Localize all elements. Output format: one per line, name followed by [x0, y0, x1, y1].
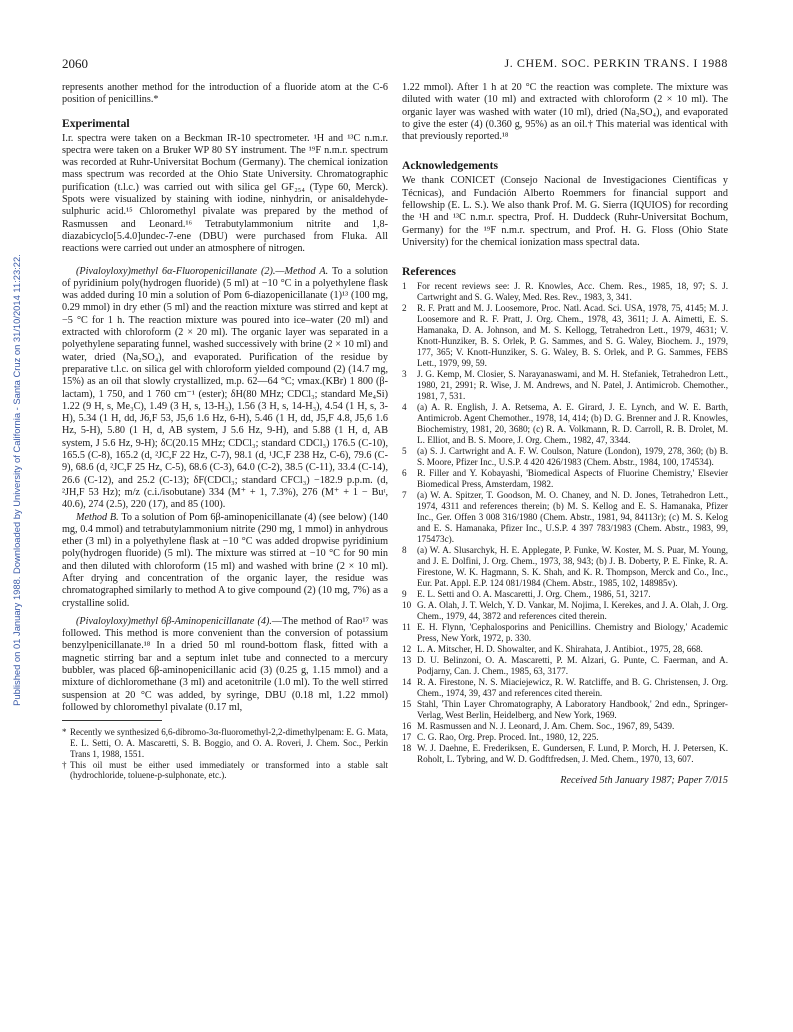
right-column	[402, 82, 728, 1002]
reference-number: 10	[402, 600, 412, 611]
reference-number: 6	[402, 468, 407, 479]
reference-item	[402, 369, 728, 402]
reference-number: 9	[402, 589, 407, 600]
download-watermark	[4, 160, 22, 800]
reference-text: E. H. Flynn, 'Cephalosporins and Penicillins. Chemistry and Biology,' Academic Press, New York, 1972, p. 330.	[417, 622, 728, 644]
experimental-paragraph: I.r. spectra were taken on a Beckman IR-10 spectrometer. ¹H and ¹³C n.m.r. spectra were taken on a Bruker WP 80 SY instrument. The ¹⁹F n.m.r. spectrum was recorded at Ruhr-Universitat Bochum (Germany). The chemical ionization mass spectrum was recorded at the Ohio State University. Chromatographic purification (t.l.c.) was carried out with silica gel GF₂₅₄ (Type 60, Merck). Spots were visualized by staining with iodine, ninhydrin, or anisaldehyde-sulphuric acid.¹⁵ Chloromethyl pivalate was prepared by the method of Rasmussen and Leonard.¹⁶ Tetrabutylammonium nitrite and 1,8-diazabicyclo[5.4.0]undec-7-ene (DBU) were purchased from Fluka. All reactions were carried out under an atmosphere of nitrogen.	[62, 132, 388, 255]
reference-number: 8	[402, 545, 407, 556]
left-column	[62, 82, 388, 982]
footnote-rule	[62, 720, 162, 721]
reference-text: R. F. Pratt and M. J. Loosemore, Proc. Natl. Acad. Sci. USA, 1978, 75, 4145; M. J. Loosemore and R. F. Pratt, J. Org. Chem., 1978, 43, 3611; J. A. Aimetti, E. S. Hamanaka, D. A. Johnson, and M. S. Kellogg, Tetrahedron Lett., 1979, 4631; V. Knott-Hunziker, B. S. Orlek, P. G. Sammes, and S. G. Waley, Biochem. J., 1979, 177, 365; V. Knott-Hunziker, S. G. Waley, B. S. Orlek, and P. G. Sammes, FEBS Lett., 1979, 99, 59.	[417, 303, 728, 369]
acknowledgements-paragraph: We thank CONICET (Consejo Nacional de Investigaciones Científicas y Técnicas), and Fundación Alberto Roemmers for financial support and fellowship (E. L. S.). We also thank Prof. M. G. Sierra (IQUIOS) for recording the ¹H and ¹³C n.m.r. spectra, Prof. H. Duddeck (Ruhr-Universitat Bochum, Germany) for the ¹⁹F n.m.r. spectrum, and Prof. H. G. Floss (Ohio State University) for the chemical ionization mass spectral data.	[402, 175, 728, 248]
reference-text: L. A. Mitscher, H. D. Showalter, and K. Shirahata, J. Antibiot., 1975, 28, 668.	[417, 644, 703, 655]
footnote	[62, 727, 388, 759]
reference-text: (a) A. R. English, J. A. Retsema, A. E. Girard, J. E. Lynch, and W. E. Barth, Antimicrob. Agent Chemother., 1978, 14, 414; (b) D. G. Brenner and J. R. Knowles, Biochemistry, 1981, 20, 3680; (c) R. A. Volkmann, R. D. Carroll, R. B. Drolet, M. L. Elliot, and B. S. Moore, J. Org. Chem., 1982, 47, 3344.	[417, 402, 728, 446]
amino-title: (Pivaloyloxy)methyl 6β-Aminopenicillanate (4).	[76, 615, 272, 627]
experimental-heading: Experimental	[62, 116, 130, 130]
reference-number: 11	[402, 622, 411, 633]
reference-item	[402, 600, 728, 622]
received-date: Received 5th January 1987; Paper 7/015	[560, 775, 728, 787]
reference-number: 7	[402, 490, 407, 501]
footnote-text: This oil must be either used immediately or transformed into a stable salt (hydrochloride, toluene-p-sulphonate, etc.).	[70, 759, 388, 781]
reference-number: 17	[402, 732, 412, 743]
reference-item	[402, 468, 728, 490]
reference-number: 1	[402, 281, 407, 292]
reference-text: D. U. Belinzoni, O. A. Mascaretti, P. M. Alzari, G. Punte, C. Faerman, and A. Podjarny, Can. J. Chem., 1985, 63, 3177.	[417, 655, 728, 677]
reference-item	[402, 281, 728, 303]
reference-text: E. L. Setti and O. A. Mascaretti, J. Org. Chem., 1986, 51, 3217.	[417, 589, 651, 600]
method-a-paragraph	[62, 266, 388, 512]
reference-item	[402, 545, 728, 589]
footnote	[62, 760, 388, 782]
reference-text: (a) W. A. Spitzer, T. Goodson, M. O. Chaney, and N. D. Jones, Tetrahedron Lett., 1974, 4311 and references therein; (b) M. S. Kellog and E. S. Hamanaka, Pfizer Inc., Ger. Offen 3 008 316/1980 (Chem. Abstr., 1981, 94, 84113r); (c) M. S. Kelog and E. S. Hamanaka, Pfizer Inc., U.S.P. 4 397 783/1983 (Chem. Abstr., 1983, 99, 175473c).	[417, 490, 728, 545]
reference-number: 2	[402, 303, 407, 314]
reference-text: W. J. Daehne, E. Frederiksen, E. Gundersen, F. Lund, P. Morch, H. J. Petersen, K. Roholt, L. Tybring, and W. D. Godftfredsen, J. Med. Chem., 1970, 13, 607.	[417, 743, 728, 765]
reference-text: For recent reviews see: J. R. Knowles, Acc. Chem. Res., 1985, 18, 97; S. J. Cartwright and S. G. Waley, Med. Res. Rev., 1983, 3, 341.	[417, 281, 728, 303]
reference-number: 5	[402, 446, 407, 457]
footnote-mark: †	[62, 759, 67, 770]
reference-text: M. Rasmussen and N. J. Leonard, J. Am. Chem. Soc., 1967, 89, 5439.	[417, 721, 675, 732]
method-b-text: To a solution of Pom 6β-aminopenicillanate (4) (see below) (140 mg, 0.4 mmol) and tetrabutylammonium nitrite (290 mg, 1 mmol) in anhydrous ether (3 ml) in a polyethylene flask at −10 °C was added dropwise pyridinium poly(hydrogen fluoride) (5 ml). The mixture was stirred at −10 °C for 90 min and then diluted with chloroform (15 ml) and washed with brine (2 × 10 ml). After drying and concentration of the organic layer, the residue was chromatographed similarly to method A to give compound (2) (10 mg, 7%) as a crystalline solid.	[62, 511, 389, 609]
page-header	[62, 56, 728, 72]
reference-item	[402, 589, 728, 600]
download-watermark-text: Published on 01 January 1988. Downloaded by University of California - Santa Cruz on 31/10/2014 11:23:22.	[11, 254, 22, 706]
reference-number: 3	[402, 369, 407, 380]
amino-paragraph	[62, 616, 388, 714]
reference-item	[402, 446, 728, 468]
method-b-paragraph	[62, 512, 388, 610]
intro-paragraph: represents another method for the introduction of a fluoride atom at the C-6 position of penicillins.*	[62, 82, 388, 106]
reference-number: 4	[402, 402, 407, 413]
reference-text: (a) S. J. Cartwright and A. F. W. Coulson, Nature (London), 1979, 278, 360; (b) B. S. Moore, Pfizer Inc., U.S.P. 4 420 426/1983 (Chem. Abstr., 1984, 100, 174534).	[417, 446, 728, 468]
reference-number: 12	[402, 644, 412, 655]
amino-text: —The method of Rao¹⁷ was followed. This method is more convenient than the conversion of potassium benzylpenicillanate.¹⁸ In a dried 50 ml round-bottom flask, fitted with a magnetic stirring bar and a septum inlet tube and connected to a mercury bubbler, was placed 6β-aminopenicillanic acid (3) (0.25 g, 1.15 mmol) and a mixture of dichloromethane (3 ml) and acetonitrile (1.0 ml). To the well stirred suspension at 20 °C was added, by syringe, DBU (0.18 ml, 1.22 mmol) followed by chloromethyl pivalate (0.17 ml,	[62, 615, 388, 713]
method-b-title: Method B.	[76, 511, 119, 523]
reference-number: 16	[402, 721, 412, 732]
reference-item	[402, 721, 728, 732]
reference-item	[402, 622, 728, 644]
reference-list	[402, 281, 728, 765]
reference-number: 14	[402, 677, 412, 688]
reference-number: 15	[402, 699, 412, 710]
reference-number: 13	[402, 655, 412, 666]
footnote-text: Recently we synthesized 6,6-dibromo-3α-fluoromethyl-2,2-dimethylpenam: E. G. Mata, E. L. Setti, O. A. Mascaretti, S. B. Boggio, and O. A. Roveri, J. Chem. Soc., Perkin Trans 1, 1988, 1551.	[70, 727, 388, 759]
journal-running-head: J. CHEM. SOC. PERKIN TRANS. I 1988	[504, 56, 728, 70]
continuation-paragraph: 1.22 mmol). After 1 h at 20 °C the reaction was complete. The mixture was diluted with water (10 ml) and extracted with chloroform (2 × 10 ml). The organic layer was washed with water (10 ml), dried (Na₂SO₄), and evaporated to give the ester (4) (0.360 g, 95%) as an oil.† This material was identical with that previously reported.¹⁸	[402, 82, 728, 143]
reference-text: G. A. Olah, J. T. Welch, Y. D. Vankar, M. Nojima, I. Kerekes, and J. A. Olah, J. Org. Chem., 1979, 44, 3872 and references cited therein.	[417, 600, 728, 622]
references-heading: References	[402, 265, 456, 279]
reference-item	[402, 732, 728, 743]
reference-text: C. G. Rao, Org. Prep. Proced. Int., 1980, 12, 225.	[417, 732, 599, 743]
reference-item	[402, 655, 728, 677]
reference-item	[402, 677, 728, 699]
reference-number: 18	[402, 743, 412, 754]
reference-text: Stahl, 'Thin Layer Chromatography, A Laboratory Handbook,' 2nd edn., Springer-Verlag, West Berlin, Heidelberg, and New York, 1969.	[417, 699, 728, 721]
reference-text: R. Filler and Y. Kobayashi, 'Biomedical Aspects of Fluorine Chemistry,' Elsevier Biomedical Press, Amsterdam, 1982.	[417, 468, 728, 490]
reference-item	[402, 644, 728, 655]
reference-item	[402, 490, 728, 545]
reference-item	[402, 699, 728, 721]
reference-item	[402, 303, 728, 369]
method-a-text: To a solution of pyridinium poly(hydrogen fluoride) (5 ml) at −10 °C in a polyethylene flask was added during 10 min a solution of Pom 6-diazopenicillanate (1)¹³ (100 mg, 0.29 mmol) in dry ether (5 ml) and the reaction mixture was stirred and kept at −5 °C for 1 h. The reaction mixture was poured into ice–water (20 ml) and extracted with chloroform (2 × 20 ml). The organic layer was separated in a polyethylene separating funnel, washed successively with brine (2 × 10 ml) and water, dried (Na₂SO₄), and evaporated. Purification of the residue by preparative t.l.c. on silica gel with chloroform yielded compound (2) (14.7 mg, 15%) as an oil that slowly crystallized, m.p. 62—64 °C; νmax.(KBr) 1 800 (β-lactam), 1 750, and 1 760 cm⁻¹ (ester); δH(80 MHz; CDCl₃; standard Me₄Si) 1.22 (9 H, s, Me₃C), 1.49 (3 H, s, 13-H₃), 1.56 (3 H, s, 14-H₃), 4.54 (1 H, s, 3-H), 5.34 (1 H, dd, J6,F 53, J5,6 1.6 Hz, 6-H), 5.46 (1 H, dd, J5,F 4.8, J5,6 1.6 Hz, 5-H), 5.80 (1 H, d, AB system, J 5.6 Hz, 9-H), and 5.88 (1 H, d, AB system, J 5.6 Hz, 9-H); δC(20.15 MHz; CDCl₃; standard CDCl₃) 176.5 (C-10), 165.5 (C-8), 165.2 (d, ²JC,F 22 Hz, C-7), 98.1 (d, ¹JC,F 238 Hz, C-6), 79.6 (C-9), 68.6 (d, ²JC,F 25 Hz, C-5), 68.6 (C-3), 64.0 (C-2), 38.5 (C-11), 33.4 (C-14), 26.6 (C-12), and 25.2 (C-13); δF(CDCl₃; standard CFCl₃) −182.9 p.p.m. (d, ²JH,F 53 Hz); m/z (c.i./isobutane) 334 (M⁺ + 1, 7.3%), 276 (M⁺ + 1 − Buᵗ, 40.6), 274 (2.5), 220 (17), and 85 (100).	[62, 265, 388, 511]
footnote-mark: *	[62, 727, 67, 738]
reference-text: (a) W. A. Slusarchyk, H. E. Applegate, P. Funke, W. Koster, M. S. Puar, M. Young, and J. E. Dolfini, J. Org. Chem., 1973, 38, 943; (b) J. B. Doberty, P. E. Finke, R. A. Firestone, W. K. Hagmann, S. K. Shah, and K. R. Thompson, Merck and Co., Inc., Eur. Pat. Appl. E.P. 124 081/1984 (Chem. Abstr., 1985, 102, 148985v).	[417, 545, 728, 589]
page-number: 2060	[62, 56, 88, 71]
reference-item	[402, 402, 728, 446]
reference-text: J. G. Kemp, M. Closier, S. Narayanaswami, and M. H. Stefaniek, Tetrahedron Lett., 1980, 21, 2991; R. Wise, J. M. Andrews, and N. Patel, J. Antimicrob. Chemother., 1981, 7, 531.	[417, 369, 728, 402]
acknowledgements-heading: Acknowledgements	[402, 159, 498, 173]
reference-text: R. A. Firestone, N. S. Miaciejewicz, R. W. Ratcliffe, and B. G. Christensen, J. Org. Chem., 1974, 39, 437 and references cited therein.	[417, 677, 728, 699]
method-a-title: (Pivaloyloxy)methyl 6α-Fluoropenicillanate (2).—Method A.	[76, 265, 329, 277]
reference-item	[402, 743, 728, 765]
